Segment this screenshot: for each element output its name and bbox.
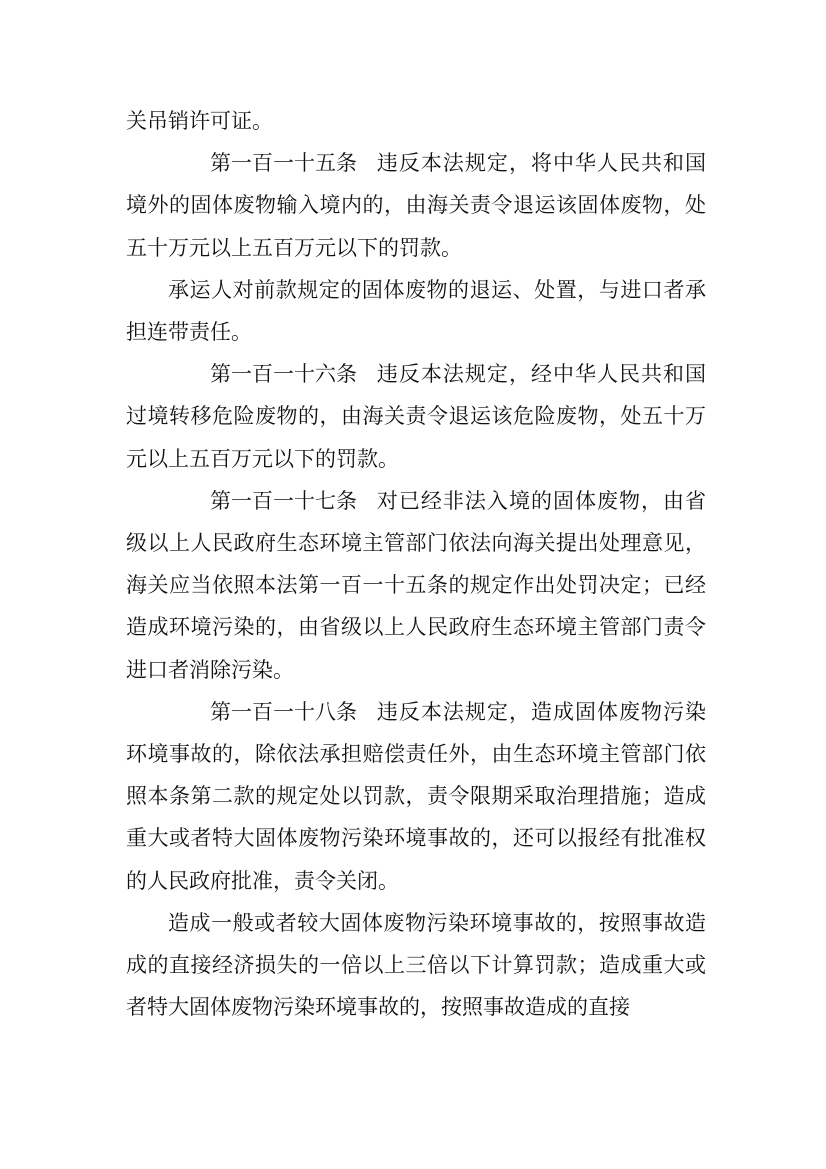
article-number: 第一百一十七条 bbox=[210, 488, 357, 513]
paragraph-text: 违反本法规定，造成固体废物污染环境事故的，除依法承担赔偿责任外，由生态环境主管部门依照本条第二款的规定处以罚款，责令限期采取治理措施；造成重大或者特大固体废物污染环境事故的，还可以报经有批准权的人民政府批准，责令关闭。 bbox=[126, 699, 706, 893]
document-body bbox=[126, 100, 706, 1028]
article-115-paragraph-2 bbox=[126, 269, 706, 353]
paragraph-text: 违反本法规定，经中华人民共和国过境转移危险废物的，由海关责令退运该危险废物，处五十万元以上五百万元以下的罚款。 bbox=[126, 362, 706, 471]
article-number: 第一百一十八条 bbox=[210, 699, 357, 724]
paragraph-continuation bbox=[126, 100, 706, 142]
article-number: 第一百一十六条 bbox=[210, 362, 357, 387]
paragraph-text: 对已经非法入境的固体废物，由省级以上人民政府生态环境主管部门依法向海关提出处理意见，海关应当依照本法第一百一十五条的规定作出处罚决定；已经造成环境污染的，由省级以上人民政府生态环境主管部门责令进口者消除污染。 bbox=[126, 488, 706, 682]
article-117-paragraph bbox=[126, 480, 706, 691]
article-118-paragraph-2 bbox=[126, 902, 706, 1029]
article-118-paragraph-1 bbox=[126, 691, 706, 902]
paragraph-text: 关吊销许可证。 bbox=[126, 109, 273, 133]
article-number: 第一百一十五条 bbox=[210, 151, 357, 176]
paragraph-text: 承运人对前款规定的固体废物的退运、处置，与进口者承担连带责任。 bbox=[126, 277, 706, 345]
paragraph-text: 违反本法规定，将中华人民共和国境外的固体废物输入境内的，由海关责令退运该固体废物，处五十万元以上五百万元以下的罚款。 bbox=[126, 151, 706, 260]
article-115-paragraph-1 bbox=[126, 142, 706, 269]
paragraph-text: 造成一般或者较大固体废物污染环境事故的，按照事故造成的直接经济损失的一倍以上三倍以下计算罚款；造成重大或者特大固体废物污染环境事故的，按照事故造成的直接 bbox=[126, 910, 706, 1020]
article-116-paragraph bbox=[126, 353, 706, 480]
